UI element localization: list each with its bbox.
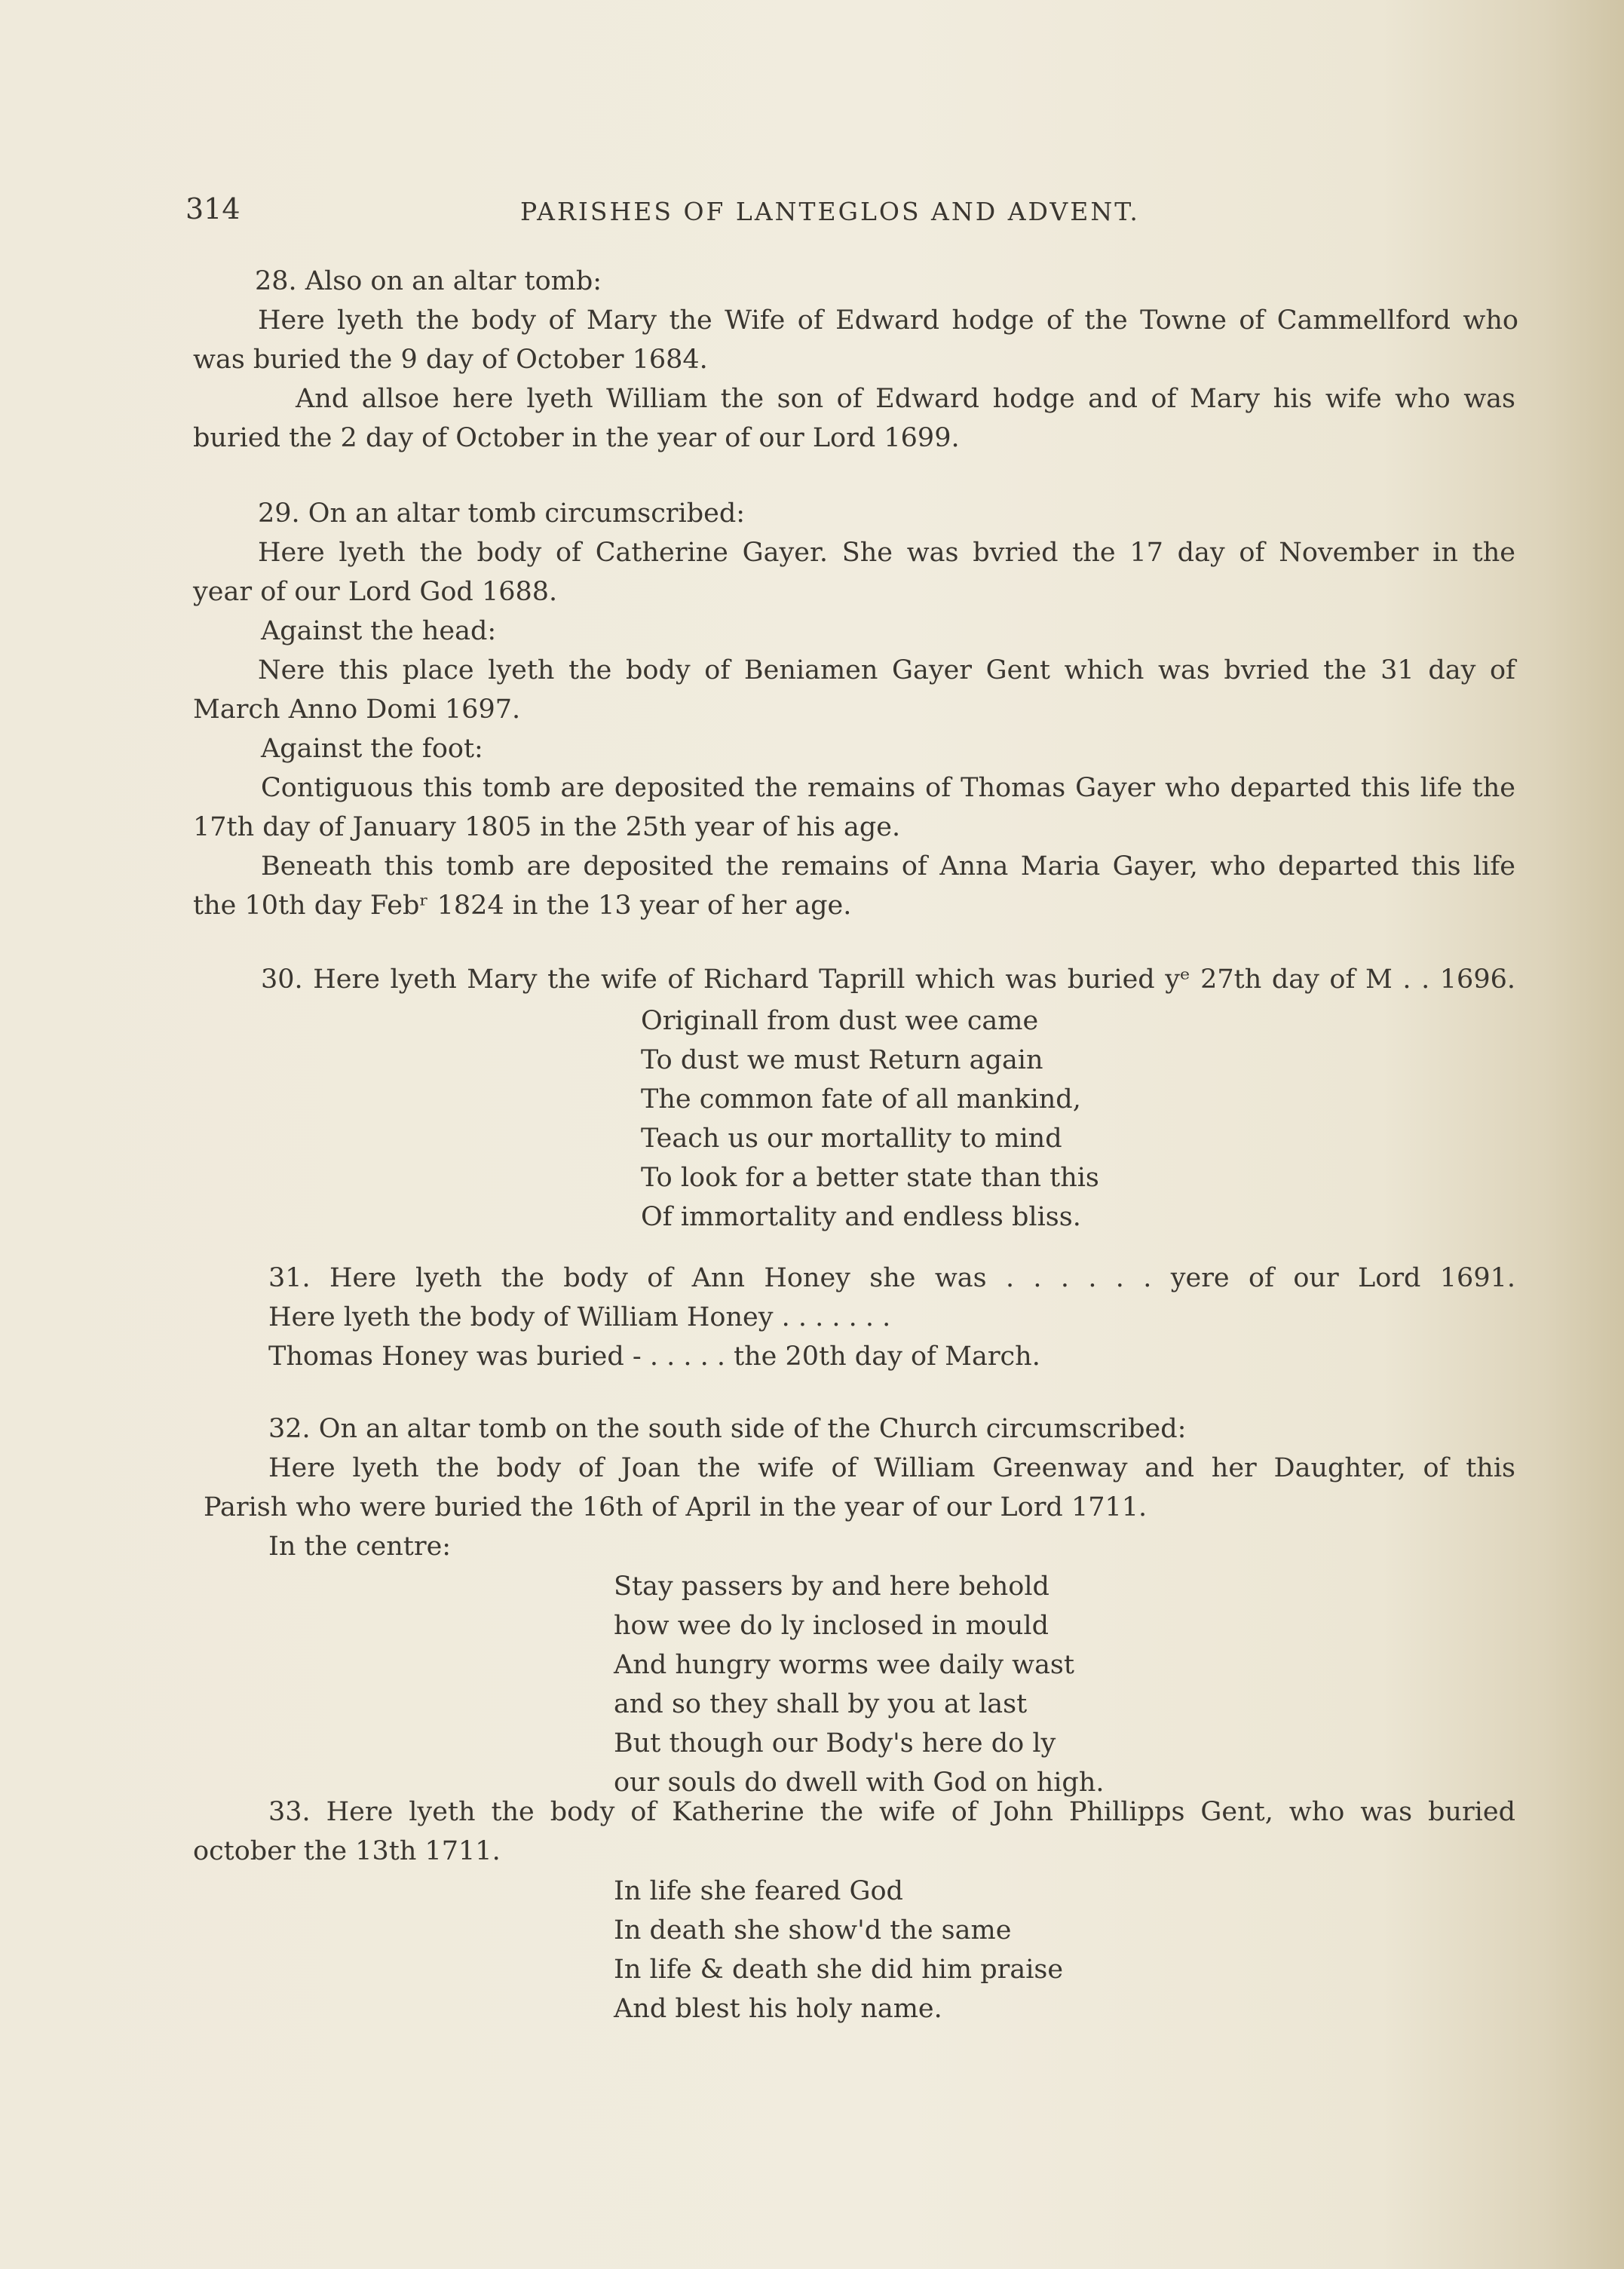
entry-28-text-line: buried the 2 day of October in the year of our Lord 1699.	[193, 423, 960, 453]
entry-32-text-line: Parish who were buried the 16th of April in the year of our Lord 1711.	[204, 1492, 1148, 1522]
entry-29-text-line: Beneath this tomb are deposited the remains of Anna Maria Gayer, who departed this life	[261, 851, 1515, 882]
entry-31-text-line: 31. Here lyeth the body of Ann Honey she was . . . . . . yere of our Lord 1691.	[268, 1263, 1515, 1293]
epitaph-line: our souls do dwell with God on high.	[614, 1768, 1105, 1798]
epitaph-line: The common fate of all mankind,	[641, 1084, 1081, 1115]
entry-31-text-line: Thomas Honey was buried - . . . . . the 20th day of March.	[268, 1341, 1040, 1372]
entry-32-epitaph	[614, 1567, 1105, 1802]
entry-29-text-line: March Anno Domi 1697.	[193, 694, 521, 725]
entry-33-epitaph	[614, 1872, 1063, 2028]
entry-29-text-line: Contiguous this tomb are deposited the remains of Thomas Gayer who departed this life the	[261, 773, 1515, 803]
entry-28-text-line: Here lyeth the body of Mary the Wife of Edward hodge of the Towne of Cammellford who	[258, 305, 1518, 336]
epitaph-line: and so they shall by you at last	[614, 1689, 1028, 1719]
entry-28-text-line: And allsoe here lyeth William the son of Edward hodge and of Mary his wife who was	[296, 384, 1515, 414]
epitaph-line: In life & death she did him praise	[614, 1955, 1064, 1985]
entry-29-text-line: 17th day of January 1805 in the 25th year of his age.	[193, 812, 901, 842]
epitaph-line: Of immortality and endless bliss.	[641, 1202, 1081, 1232]
entry-28-text-line: was buried the 9 day of October 1684.	[193, 345, 708, 375]
epitaph-line: But though our Body's here do ly	[614, 1728, 1056, 1758]
running-title: PARISHES OF LANTEGLOS AND ADVENT.	[520, 197, 1140, 226]
entry-30-epitaph	[641, 1001, 1099, 1237]
entry-33-text-line: october the 13th 1711.	[193, 1836, 501, 1866]
entry-29-text-line: the 10th day Febʳ 1824 in the 13 year of her age.	[193, 891, 852, 921]
entry-33-text-line: 33. Here lyeth the body of Katherine the wife of John Phillipps Gent, who was buried	[268, 1797, 1515, 1827]
entry-30-text-line: 30. Here lyeth Mary the wife of Richard Taprill which was buried yᵉ 27th day of M . . 1696.	[261, 964, 1515, 995]
entry-29-heading: 29. On an altar tomb circumscribed:	[258, 498, 746, 529]
epitaph-line: Originall from dust wee came	[641, 1006, 1039, 1036]
entry-29-foot-label: Against the foot:	[261, 734, 483, 764]
entry-29-text-line: Here lyeth the body of Catherine Gayer. She was bvried the 17 day of November in the	[258, 538, 1515, 568]
epitaph-line: Teach us our mortallity to mind	[641, 1124, 1062, 1154]
epitaph-line: And hungry worms wee daily wast	[614, 1650, 1074, 1680]
epitaph-line: To look for a better state than this	[641, 1163, 1099, 1193]
entry-32-text-line: Here lyeth the body of Joan the wife of William Greenway and her Daughter, of this	[268, 1453, 1515, 1483]
epitaph-line: how wee do ly inclosed in mould	[614, 1611, 1049, 1641]
epitaph-line: To dust we must Return again	[641, 1045, 1043, 1075]
epitaph-line: And blest his holy name.	[614, 1994, 942, 2024]
epitaph-line: In life she feared God	[614, 1876, 903, 1906]
page-number: 314	[185, 192, 241, 225]
page-header	[0, 192, 1624, 230]
entry-28-heading: 28. Also on an altar tomb:	[255, 266, 602, 296]
entry-32-heading: 32. On an altar tomb on the south side of the Church circumscribed:	[268, 1414, 1187, 1444]
epitaph-line: Stay passers by and here behold	[614, 1571, 1049, 1602]
entry-29-text-line: Nere this place lyeth the body of Beniamen Gayer Gent which was bvried the 31 day of	[258, 655, 1515, 685]
entry-32-centre-label: In the centre:	[268, 1532, 452, 1562]
entry-29-text-line: year of our Lord God 1688.	[193, 577, 558, 607]
epitaph-line: In death she show'd the same	[614, 1915, 1012, 1946]
entry-29-head-label: Against the head:	[261, 616, 497, 646]
entry-31-text-line: Here lyeth the body of William Honey . . . . . . .	[268, 1302, 891, 1332]
